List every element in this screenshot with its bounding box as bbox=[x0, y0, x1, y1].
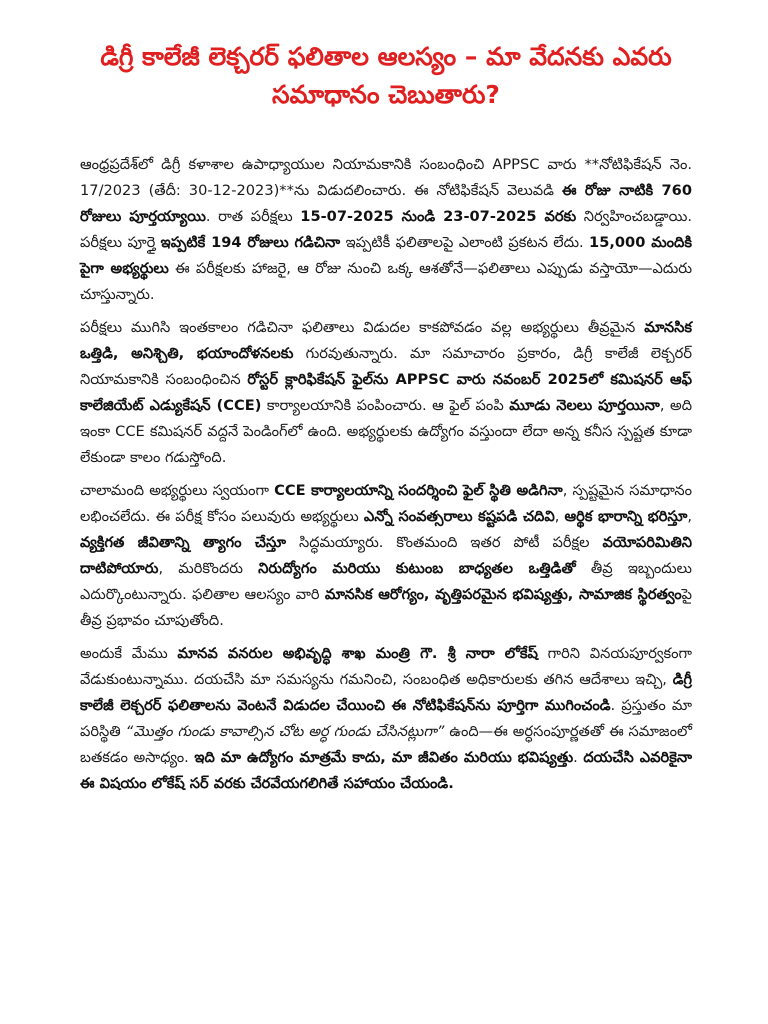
body-text: , మరికొందరు bbox=[158, 560, 259, 577]
bold-text: నిరుద్యోగం మరియు కుటుంబ బాధ్యతల ఒత్తిడితో bbox=[258, 560, 576, 577]
paragraph-4 bbox=[80, 641, 692, 797]
bold-text: ఈ రోజు నాటికి 760 రోజులు పూర్తయ్యాయి bbox=[80, 182, 692, 225]
body-text: ఇప్పటికీ ఫలితాలపై ఎలాంటి ప్రకటన లేదు. bbox=[340, 234, 590, 251]
body-text: కార్యాలయానికి పంపించారు. ఆ ఫైల్ పంపి bbox=[261, 397, 510, 414]
italic-quote: “మొత్తం గుండు కావాల్సిన చోట అర్ధ గుండు చేసినట్లుగా” bbox=[125, 723, 445, 740]
paragraph-2 bbox=[80, 315, 692, 471]
bold-text: 15-07-2025 నుండి 23-07-2025 వరకు bbox=[300, 208, 577, 225]
body-text: , స్పష్టమైన సమాధానం లభించలేదు. ఈ పరీక్ష కోసం పలువురు అభ్యర్థులు bbox=[80, 482, 693, 525]
bold-text: 15,000 మందికి పైగా అభ్యర్థులు bbox=[80, 234, 692, 277]
body-text: పై తీవ్ర ప్రభావం చూపుతోంది. bbox=[80, 586, 692, 629]
paragraph-1 bbox=[80, 152, 692, 308]
bold-text: ఆర్థిక భారాన్ని భరిస్తూ bbox=[564, 508, 688, 525]
body-text: . bbox=[573, 749, 584, 766]
body-text: ఈ పరీక్షలకు హాజరై, ఆ రోజు నుంచి ఒక్క ఆశతోనే—ఫలితాలు ఎప్పుడు వస్తాయో—ఎదురు చూస్తున్నారు. bbox=[80, 260, 692, 303]
body-text: నిర్వహించబడ్డాయి. పరీక్షలు పూర్తై bbox=[80, 208, 692, 251]
body-text: గారిని వినయపూర్వకంగా వేడుకుంటున్నాము. దయచేసి మా సమస్యను గమనించి, సంబంధిత అధికారులకు తగిన ఆదేశాలు ఇచ్చి, bbox=[80, 645, 692, 688]
bold-text: వయోపరిమితిని దాటిపోయారు bbox=[80, 534, 692, 577]
bold-text: డిగ్రీ కాలేజీ లెక్చరర్ ఫలితాలను వెంటనే విడుదల చేయించి ఈ నోటిఫికేషన్‌ను పూర్తిగా ముగించండి bbox=[80, 671, 692, 714]
body-text: సిద్ధమయ్యారు. కొంతమంది ఇతర పోటీ పరీక్షల bbox=[285, 534, 603, 551]
body-text: , bbox=[687, 508, 692, 525]
body-text: చాలామంది అభ్యర్థులు స్వయంగా bbox=[80, 482, 275, 499]
bold-text: ఇది మా ఉద్యోగం మాత్రమే కాదు, మా జీవితం మరియు భవిష్యత్తు bbox=[194, 749, 574, 766]
bold-text: మానసిక ఒత్తిడి, అనిశ్చితి, భయాందోళనలకు bbox=[80, 319, 692, 362]
paragraph-3 bbox=[80, 478, 692, 634]
body-text: , అది ఇంకా CCE కమిషనర్ వద్దనే పెండింగ్‌లో ఉంది. అభ్యర్థులకు ఉద్యోగం వస్తుందా లేదా అన్న కనీస స్పష్టత కూడా లేకుండా కాలం గడుస్తోంది. bbox=[80, 397, 692, 466]
bold-text: దయచేసి ఎవరికైనా ఈ విషయం లోకేష్ సర్ వరకు చేరవేయగలిగితే సహాయం చేయండి. bbox=[80, 749, 692, 792]
article-title: డిగ్రీ కాలేజీ లెక్చరర్ ఫలితాల ఆలస్యం – మా వేదనకు ఎవరు సమాధానం చెబుతారు? bbox=[100, 42, 672, 109]
bold-text: ఎన్నో సంవత్సరాలు కష్టపడి చదివి bbox=[363, 508, 555, 525]
bold-text: మానసిక ఆరోగ్యం, వృత్తిపరమైన భవిష్యత్తు, సామాజిక స్థిరత్వం bbox=[324, 586, 682, 603]
body-text: , bbox=[554, 508, 565, 525]
body-text: ఉంది—ఈ అర్ధసంపూర్ణతతో ఈ సమాజంలో బతకడం అసాధ్యం. bbox=[80, 723, 692, 766]
body-text: . రాత పరీక్షలు bbox=[205, 208, 301, 225]
body-text: పరీక్షలు ముగిసి ఇంతకాలం గడిచినా ఫలితాలు విడుదల కాకపోవడం వల్ల అభ్యర్థులు తీవ్రమైన bbox=[80, 319, 645, 336]
bold-text: రోస్టర్ క్లారిఫికేషన్ ఫైల్‌ను APPSC వారు నవంబర్ 2025లో కమిషనర్ ఆఫ్ కాలేజియేట్ ఎడ్యుకేషన్ (CCE) bbox=[80, 371, 692, 414]
article-body bbox=[80, 152, 692, 797]
bold-text: ఇప్పటికే 194 రోజులు గడిచినా bbox=[160, 234, 341, 251]
bold-text: మానవ వనరుల అభివృద్ధి శాఖ మంత్రి గౌ. శ్రీ నారా లోకేష్ bbox=[177, 645, 538, 662]
bold-text: CCE కార్యాలయాన్ని సందర్శించి ఫైల్ స్థితి అడిగినా bbox=[274, 482, 563, 499]
body-text: తీవ్ర ఇబ్బందులు ఎదుర్కొంటున్నారు. ఫలితాల ఆలస్యం వారి bbox=[80, 560, 692, 603]
bold-text: వ్యక్తిగత జీవితాన్ని త్యాగం చేస్తూ bbox=[80, 534, 286, 551]
body-text: . ప్రస్తుతం మా పరిస్థితి bbox=[80, 697, 692, 740]
body-text: గురవుతున్నారు. మా సమాచారం ప్రకారం, డిగ్రీ కాలేజీ లెక్చరర్ నియామకానికి సంబంధించిన bbox=[80, 345, 692, 388]
body-text: ఆంధ్రప్రదేశ్‌లో డిగ్రీ కళాశాల ఉపాధ్యాయుల నియామకానికి సంబంధించి APPSC వారు **నోటిఫికేషన్ నెం. 17/2023 (తేదీ: 30-12-2023)**ను విడుదలించారు. ఈ నోటిఫికేషన్ వెలువడి bbox=[80, 156, 692, 199]
bold-text: మూడు నెలలు పూర్తయినా bbox=[509, 397, 660, 414]
body-text: అందుకే మేము bbox=[80, 645, 178, 662]
